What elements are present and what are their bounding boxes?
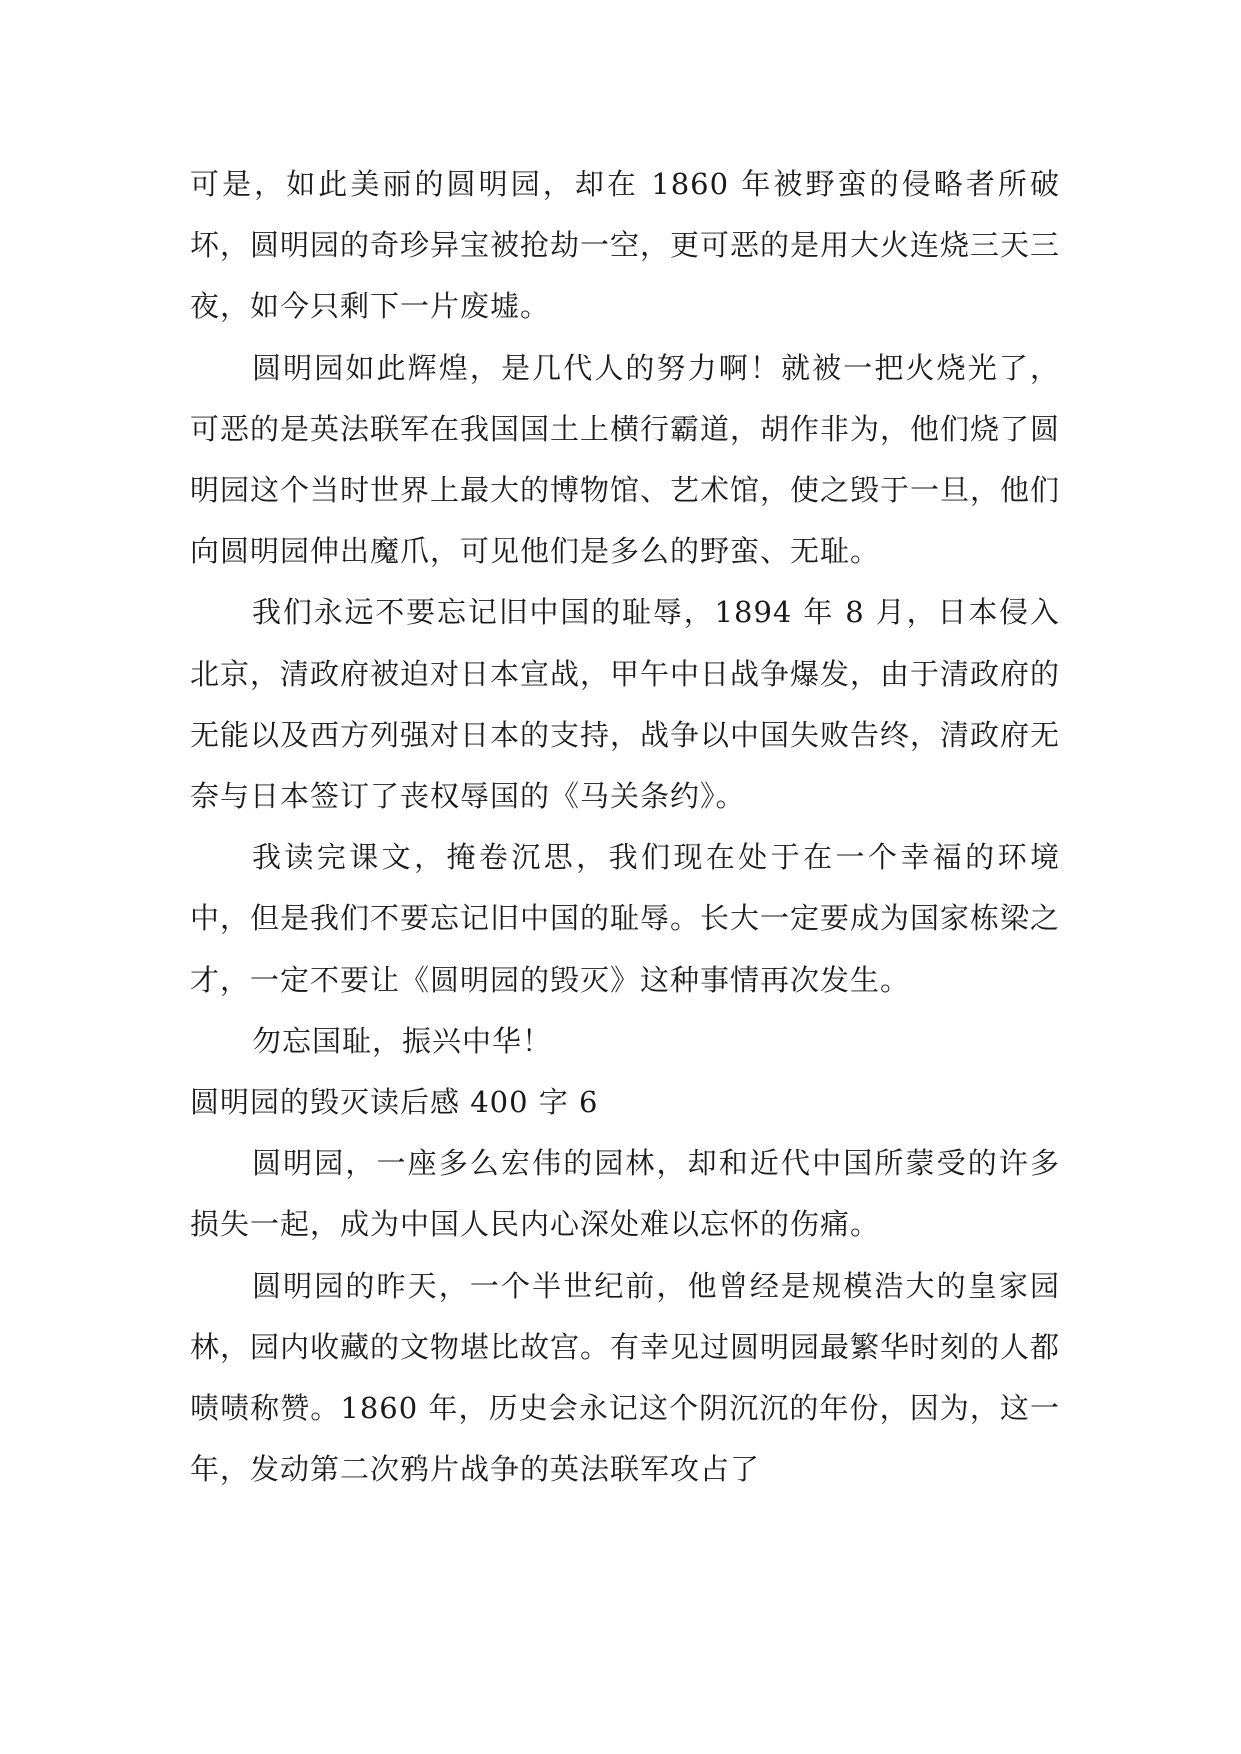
paragraph: 圆明园，一座多么宏伟的园林，却和近代中国所蒙受的许多损失一起，成为中国人民内心深处难以忘怀的伤痛。: [190, 1146, 1060, 1242]
paragraph: 我读完课文，掩卷沉思，我们现在处于在一个幸福的环境中，但是我们不要忘记旧中国的耻辱。长大一定要成为国家栋梁之才，一定不要让《圆明园的毁灭》这种事情再次发生。: [190, 840, 1061, 997]
section-heading: 圆明园的毁灭读后感 400 字 6: [190, 1085, 599, 1120]
paragraph-continued: 可是，如此美丽的圆明园，却在 1860 年被野蛮的侵略者所破坏，圆明园的奇珍异宝被抢劫一空，更可恶的是用大火连烧三天三夜，如今只剩下一片废墟。: [190, 167, 1061, 324]
paragraph: 圆明园的昨天，一个半世纪前，他曾经是规模浩大的皇家园林，园内收藏的文物堪比故宫。有幸见过圆明园最繁华时刻的人都啧啧称赞。1860 年，历史会永记这个阴沉沉的年份，因为，这一年，发动第二次鸦片战争的英法联军攻占了: [190, 1268, 1061, 1487]
paragraph: 圆明园如此辉煌，是几代人的努力啊！就被一把火烧光了，可恶的是英法联军在我国国土上横行霸道，胡作非为，他们烧了圆明园这个当时世界上最大的博物馆、艺术馆，使之毁于一旦，他们向圆明园伸出魔爪，可见他们是多么的野蛮、无耻。: [190, 350, 1061, 569]
paragraph-slogan: 勿忘国耻，振兴中华！: [252, 1023, 553, 1058]
document-body: [190, 154, 1060, 1500]
paragraph: 我们永远不要忘记旧中国的耻辱，1894 年 8 月，日本侵入北京，清政府被迫对日本宣战，甲午中日战争爆发，由于清政府的无能以及西方列强对日本的支持，战争以中国失败告终，清政府无奈与日本签订了丧权辱国的《马关条约》。: [190, 595, 1061, 814]
